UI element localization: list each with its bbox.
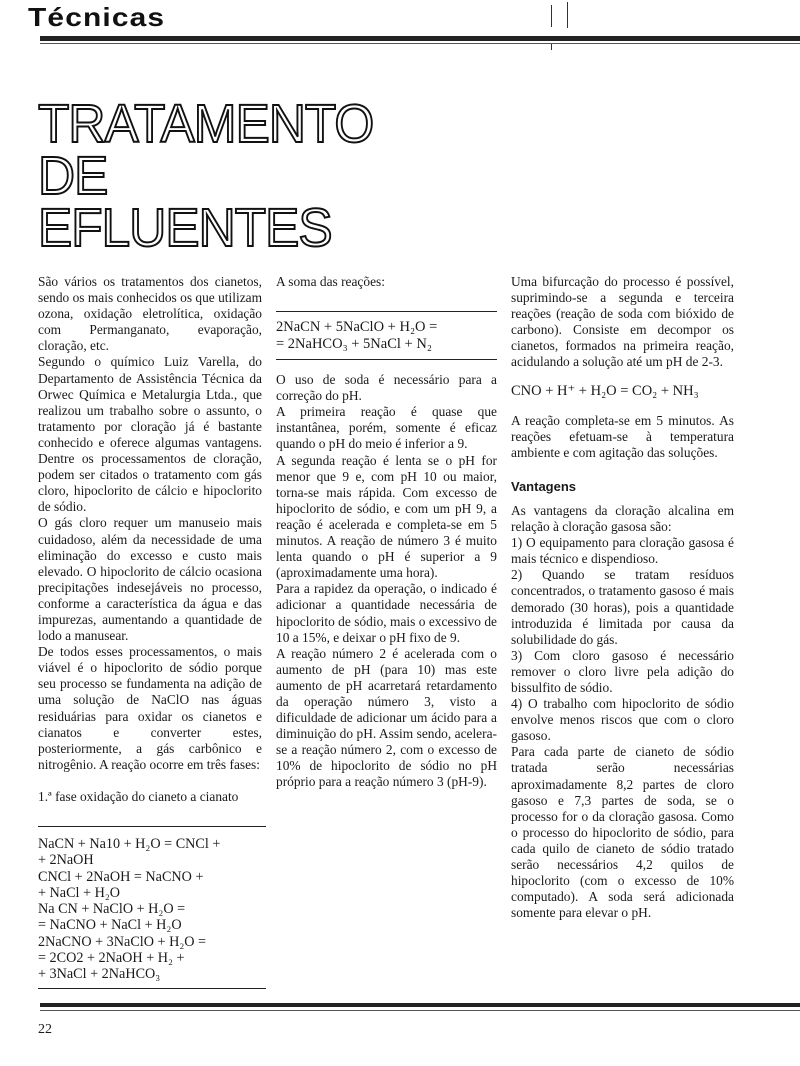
equation-text: Na CN + NaClO + H₂O = <box>38 901 186 918</box>
equation-line <box>38 966 266 982</box>
paragraph: A segunda reação é lenta se o pH for menor que 9 e, com pH 10 ou maior, torna-se mais rápida. Com excesso de hipoclorito de sódio, e com um pH 9, a reação é acelerada e completa-se em 5 minutos. A reação de número 3 é muito lenta quando o pH é superior a 9 (aproximadamente uma hora). <box>276 452 497 581</box>
formula-line: = 2NaHCO₃ + 5NaCl + N₂ <box>276 336 432 353</box>
bottom-rule <box>40 1003 800 1007</box>
bottom-rule-thin <box>40 1010 800 1011</box>
divider-tick <box>551 5 552 27</box>
equation-text: + 3NaCl + 2NaHCO₃ <box>38 966 161 983</box>
equation-line <box>38 917 266 933</box>
equation-text: = 2CO2 + 2NaOH + H₂ + <box>38 950 185 967</box>
column-2 <box>276 274 497 791</box>
column-1 <box>38 274 262 805</box>
equation-text: = NaCNO + NaCl + H₂O <box>38 917 182 934</box>
divider-tick <box>567 2 568 28</box>
formula-line: 2NaCN + 5NaClO + H₂O = <box>276 319 438 336</box>
paragraph: O gás cloro requer um manuseio mais cuidadoso, além da necessidade de uma eliminação do excesso e custo mais elevado. O hipoclorito de cálcio ocasiona precipitações indesejáveis no processo, conforme a característica da água e das impurezas, aumentando a quantidade de lodo a manusear. <box>38 515 262 644</box>
equation-line <box>38 869 266 885</box>
subheading-vantagens: Vantagens <box>511 478 577 494</box>
equations-bottom-rule <box>38 988 266 989</box>
paragraph: A soma das reações: <box>276 274 385 289</box>
equations-box <box>38 826 266 989</box>
equation-text: + NaCl + H₂O <box>38 884 121 901</box>
title-line: TRATAMENTO <box>38 94 374 154</box>
top-rule-thin <box>40 43 800 44</box>
acid-formula: CNO + H⁺ + H₂O = CO₂ + NH₃ <box>511 382 699 399</box>
equation-text: 2NaCNO + 3NaClO + H₂O = <box>38 933 207 950</box>
section-label: Técnicas <box>28 2 166 32</box>
paragraph: As vantagens da cloração alcalina em relação à cloração gasosa são: <box>511 502 734 535</box>
list-item: 3) Com cloro gasoso é necessário remover o cloro livre pela adição do bissulfito de sódio. <box>511 647 734 695</box>
paragraph: Para cada parte de cianeto de sódio tratada serão necessárias aproximadamente 8,2 partes de cloro gasoso e 7,3 partes de soda, se o processo for o da cloração gasosa. Como o processo do hipoclorito de sódio, para cada quilo de cianeto de sódio tratado serão necessários 4,2 quilos de hipoclorito (com o excesso de 10% computado). A soda será adicionada somente para elevar o pH. <box>511 744 734 921</box>
sum-formula <box>276 312 497 359</box>
equation-line <box>38 852 266 868</box>
paragraph: A reação completa-se em 5 minutos. As reações efetuam-se à temperatura ambiente e com agitação das soluções. <box>511 412 734 460</box>
title-line: EFLUENTES <box>38 198 332 258</box>
equation-text: + 2NaOH <box>38 852 94 869</box>
list-item: 4) O trabalho com hipoclorito de sódio envolve menos riscos que com o cloro gasoso. <box>511 696 734 744</box>
list-item: 2) Quando se tratam resíduos concentrados, o tratamento gasoso é mais demorado (30 horas), pois a quantidade introduzida é limitada por causa da solubilidade do gás. <box>511 567 734 647</box>
equations-list <box>38 827 266 988</box>
equation-line <box>38 934 266 950</box>
paragraph: Uma bifurcação do processo é possível, suprimindo-se a segunda e terceira reações (reação de soda com bióxido de carbono). Consiste em decompor os cianetos, formados na primeira reação, acidulando a solução até um pH de 2-3. <box>511 274 734 370</box>
paragraph: De todos esses processamentos, o mais viável é o hipoclorito de sódio porque seu processo se fundamenta na adição de uma solução de NaClO nas águas residuárias para oxidar os cianetos e cianatos e converter estes, posteriormente, a gás carbônico e nitrogênio. A reação ocorre em três fases: <box>38 644 262 772</box>
phase-label: 1.ª fase oxidação do cianeto a cianato <box>38 788 239 804</box>
article-title <box>38 94 374 258</box>
list-item: 1) O equipamento para cloração gasosa é mais técnico e dispendioso. <box>511 535 734 567</box>
equation-line <box>38 901 266 917</box>
divider-tick <box>551 44 552 50</box>
page-number: 22 <box>38 1022 52 1037</box>
equation-line <box>38 836 266 852</box>
column-3 <box>511 274 734 921</box>
title-line: DE <box>38 146 108 206</box>
paragraph: A reação número 2 é acelerada com o aumento de pH (para 10) mas este aumento de pH acarretará retardamento da operação número 3, visto a dificuldade de adicionar um ácido para a diminuição do pH. Assim sendo, acelera-se a reação número 2, com o excesso de 10% de hipoclorito de sódio no pH próprio para a reação número 3 (pH-9). <box>276 645 497 790</box>
equation-text: CNCl + 2NaOH = NaCNO + <box>38 868 204 885</box>
formula-bottom-rule <box>276 359 497 360</box>
paragraph: Segundo o químico Luiz Varella, do Departamento de Assistência Técnica da Orwec Química e Metalurgia Ltda., que realizou um trabalho sobre o assunto, o tratamento por cloração já é bastante conhecido e oferece algumas vantagens. Dentre os processamentos de cloração, podem ser citados o tratamento com gás cloro, hipoclorito de cálcio e hipoclorito de sódio. <box>38 354 262 515</box>
paragraph: São vários os tratamentos dos cianetos, sendo os mais conhecidos os que utilizam ozona, oxidação eletrolítica, oxidação com Permanganato, evaporação, cloração, etc. <box>38 274 262 354</box>
top-rule <box>40 36 800 41</box>
equation-line <box>38 950 266 966</box>
equation-text: NaCN + Na10 + H₂O = CNCl + <box>38 836 221 852</box>
paragraph: Para a rapidez da operação, o indicado é adicionar a quantidade necessária de hipoclorito de sódio, mais o excessivo de 10 a 15%, e deixar o pH fixo de 9. <box>276 581 497 645</box>
equation-line <box>38 885 266 901</box>
paragraph: A primeira reação é quase que instantânea, porém, somente é eficaz quando o pH do meio é inferior a 9. <box>276 404 497 452</box>
paragraph: O uso de soda é necessário para a correção do pH. <box>276 372 497 404</box>
